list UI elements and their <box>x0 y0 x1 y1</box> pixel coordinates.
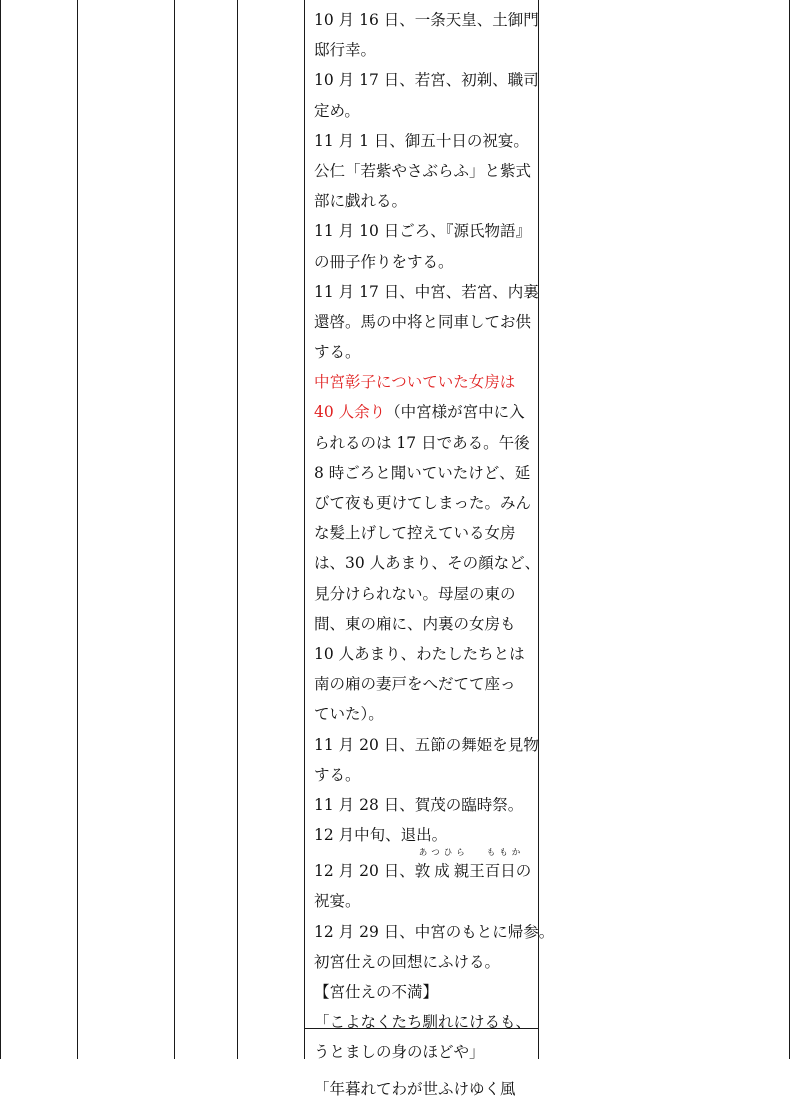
highlight-count: 40 人余り <box>314 403 386 422</box>
ruby-reading-1: あつひら <box>418 848 469 859</box>
column-divider-5 <box>538 0 539 1059</box>
entry-line: 初宮仕えの回想にふける。 <box>314 952 501 971</box>
quote-line: 10 人あまり、わたしたちとは <box>314 644 525 663</box>
ruby-prefix: 12 月 20 日、 <box>314 862 415 881</box>
entry-line: 11 月 28 日、賀茂の臨時祭。 <box>314 795 524 814</box>
entry-line: 11 月 1 日、御五十日の祝宴。 <box>314 131 529 150</box>
column-divider-3 <box>237 0 238 1059</box>
entry-line: 11 月 20 日、五節の舞姫を見物 <box>314 735 539 754</box>
quote-start: （中宮様が宮中に入 <box>385 403 525 422</box>
entry-line: 12 月中旬、退出。 <box>314 826 448 845</box>
entry-line: 邸行幸。 <box>314 41 377 60</box>
quote-line: うとましの身のほどや」 <box>314 1043 485 1062</box>
ruby-suffix: の <box>515 862 532 881</box>
quote-line: ていた）。 <box>314 705 384 724</box>
quote-line: 「年暮れてわが世ふけゆく風 <box>314 1079 516 1098</box>
ruby-base-1: あつひら 敦成 <box>414 848 469 881</box>
highlight-line-2 <box>305 397 535 427</box>
chronology-cell <box>305 0 555 1104</box>
row-divider <box>304 1028 538 1029</box>
section-heading: 【宮仕えの不満】 <box>314 983 439 1001</box>
quote-line: びて夜も更けてしまった。みん <box>314 494 532 512</box>
entry-line: 10 月 17 日、若宮、初剃、職司 <box>314 71 539 90</box>
quote-line: 「こよなくたち馴れにけるも、 <box>314 1013 532 1032</box>
entry-line: 祝宴。 <box>314 892 361 911</box>
ruby-middle: 親王 <box>453 862 485 881</box>
quote-line: な髪上げして控えている女房 <box>314 524 516 543</box>
column-divider-1 <box>77 0 78 1059</box>
quote-line: 見分けられない。母屋の東の <box>314 584 516 603</box>
highlight-line: 中宮彰子についていた女房は <box>314 373 516 392</box>
table-border-left <box>0 0 1 1059</box>
entry-line: 12 月 29 日、中宮のもとに帰参。 <box>314 922 555 941</box>
quote-line: 間、東の廂に、内裏の女房も <box>314 614 516 633</box>
ruby-reading-2: ももか <box>486 848 525 859</box>
entry-line: の冊子作りをする。 <box>314 252 454 271</box>
entry-line: 11 月 17 日、中宮、若宮、内裏 <box>314 282 539 301</box>
entry-line: 還啓。馬の中将と同車してお供 <box>314 312 532 331</box>
ruby-base-2: ももか 百日 <box>484 848 525 881</box>
quote-line: は、30 人あまり、その顔など、 <box>314 554 541 573</box>
quote-line: られるのは 17 日である。午後 <box>314 433 530 452</box>
entry-line: 10 月 16 日、一条天皇、土御門 <box>314 11 539 29</box>
entry-line: する。 <box>314 765 361 784</box>
entry-line: 11 月 10 日ごろ、『源氏物語』 <box>314 222 531 241</box>
entry-line: 部に戯れる。 <box>314 192 408 211</box>
entry-line: 公仁「若紫やさぶらふ」と紫式 <box>314 161 532 180</box>
entry-line: 定め。 <box>314 101 360 120</box>
entry-line: する。 <box>314 343 361 362</box>
ruby-entry-line <box>305 848 535 886</box>
quote-line: 南の廂の妻戸をへだてて座っ <box>314 675 516 694</box>
column-divider-2 <box>174 0 175 1059</box>
quote-line: 8 時ごろと聞いていたけど、延 <box>314 463 531 482</box>
